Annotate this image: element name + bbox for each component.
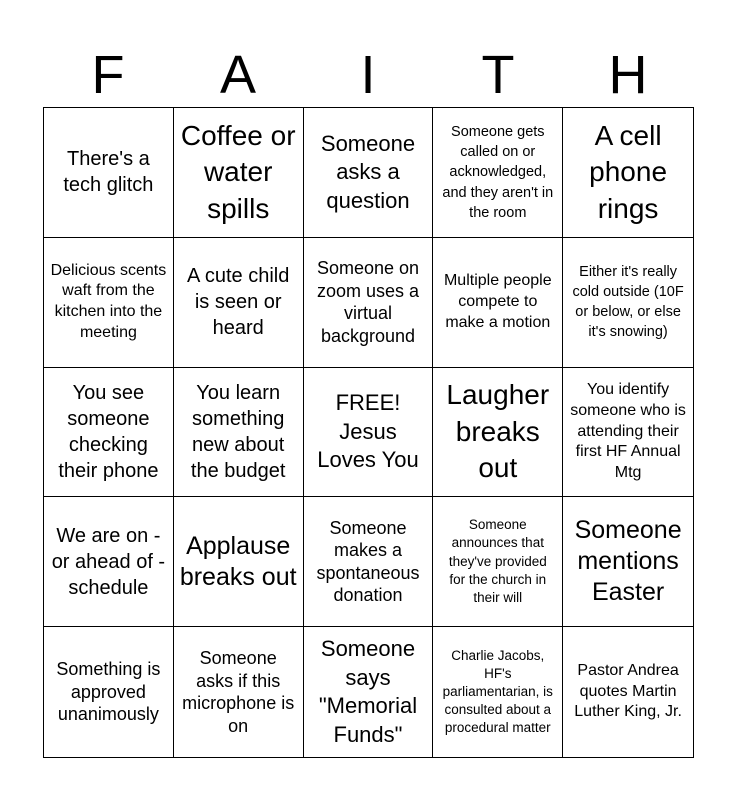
cell-text: Multiple people compete to make a motion — [443, 272, 552, 331]
cell-text: Someone announces that they've provided for the church in their will — [448, 517, 547, 606]
cell-text: You identify someone who is attending their first HF Annual Mtg — [570, 381, 686, 482]
bingo-cell[interactable] — [44, 497, 174, 627]
cell-text: Either it's really cold outside (10F or below, or else it's snowing) — [572, 263, 684, 341]
bingo-cell[interactable] — [563, 368, 693, 498]
bingo-cell[interactable] — [44, 108, 174, 238]
header-letter-t: T — [481, 45, 515, 105]
bingo-cell[interactable] — [304, 627, 434, 757]
bingo-cell[interactable] — [174, 368, 304, 498]
bingo-cell[interactable] — [433, 108, 563, 238]
bingo-cell[interactable] — [433, 368, 563, 498]
cell-text: Something is approved unanimously — [56, 659, 161, 725]
bingo-cell[interactable] — [563, 497, 693, 627]
bingo-cell[interactable] — [433, 627, 563, 757]
bingo-cell[interactable] — [433, 238, 563, 368]
cell-text: Someone on zoom uses a virtual background — [316, 258, 420, 346]
cell-text: A cell phone rings — [589, 119, 668, 224]
bingo-cell[interactable] — [304, 497, 434, 627]
cell-text: Pastor Andrea quotes Martin Luther King, Jr. — [574, 661, 682, 721]
bingo-cell[interactable] — [304, 108, 434, 238]
bingo-cell[interactable] — [563, 627, 693, 757]
bingo-cell[interactable] — [174, 238, 304, 368]
header-letter-f: F — [91, 45, 125, 105]
bingo-cell[interactable] — [304, 238, 434, 368]
bingo-cell[interactable] — [44, 627, 174, 757]
bingo-cell[interactable] — [174, 497, 304, 627]
bingo-cell[interactable] — [563, 238, 693, 368]
cell-text: There's a tech glitch — [63, 148, 154, 197]
bingo-board — [43, 107, 694, 758]
header-letter-h: H — [608, 45, 648, 105]
cell-text: Someone asks a question — [320, 130, 416, 213]
cell-text: Someone mentions Easter — [574, 515, 682, 607]
free-space[interactable] — [304, 368, 434, 498]
cell-text: Someone says "Memorial Funds" — [318, 635, 418, 747]
bingo-header — [43, 42, 693, 108]
header-letter-a: A — [219, 45, 257, 105]
cell-text: A cute child is seen or heard — [187, 265, 290, 340]
header-letter-i: I — [360, 45, 376, 105]
cell-text: Coffee or water spills — [180, 119, 296, 224]
cell-text: You learn something new about the budget — [190, 381, 286, 482]
cell-text: Someone gets called on or acknowledged, and they aren't in the room — [442, 123, 554, 221]
cell-text: Applause breaks out — [179, 531, 297, 591]
cell-text: Someone makes a spontaneous donation — [316, 517, 420, 606]
cell-text: Laugher breaks out — [446, 379, 550, 484]
cell-text: Charlie Jacobs, HF's parliamentarian, is consulted about a procedural matter — [442, 647, 553, 736]
bingo-cell[interactable] — [563, 108, 693, 238]
bingo-cell[interactable] — [433, 497, 563, 627]
cell-text: FREE! Jesus Loves You — [317, 390, 419, 473]
cell-text: We are on - or ahead of - schedule — [51, 524, 166, 599]
cell-text: You see someone checking their phone — [58, 381, 159, 482]
bingo-cell[interactable] — [44, 368, 174, 498]
bingo-cell[interactable] — [44, 238, 174, 368]
cell-text: Delicious scents waft from the kitchen into the meeting — [50, 261, 167, 341]
bingo-cell[interactable] — [174, 108, 304, 238]
bingo-cell[interactable] — [174, 627, 304, 757]
cell-text: Someone asks if this microphone is on — [182, 648, 295, 736]
